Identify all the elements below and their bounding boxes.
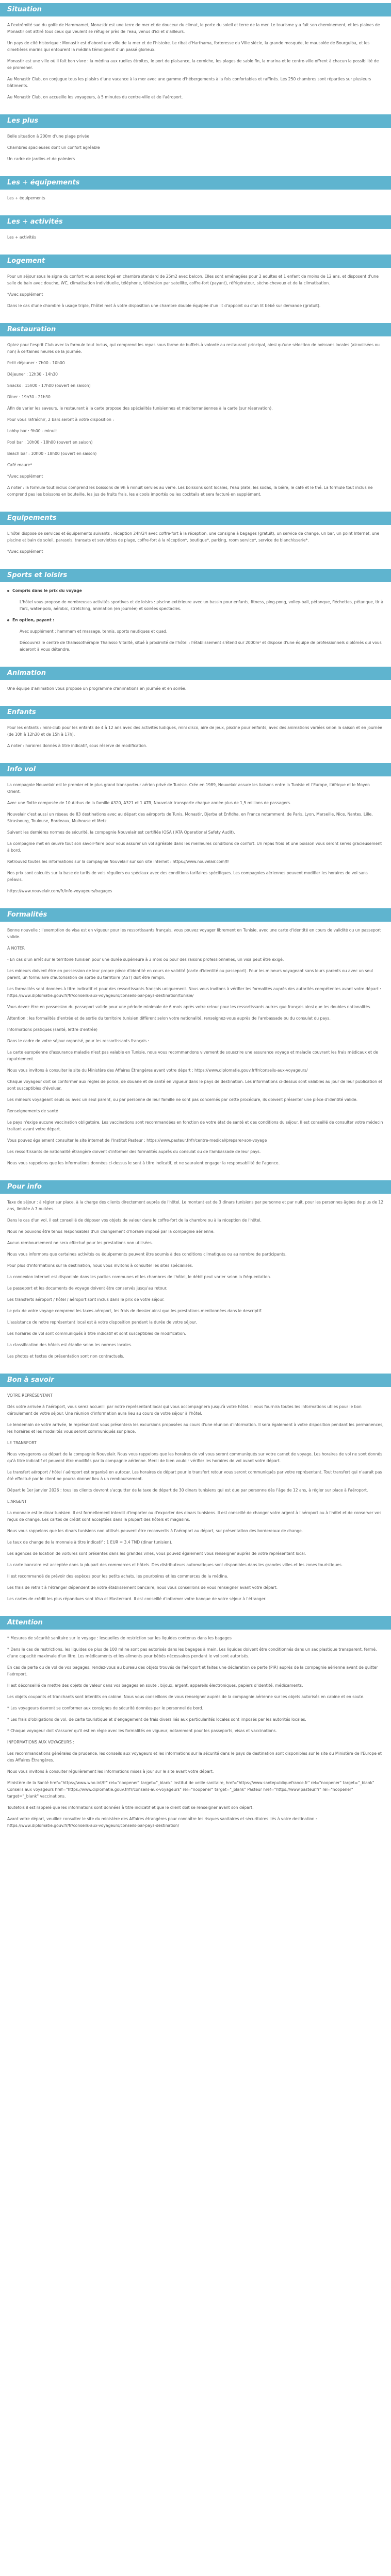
paragraph: Les ressortissants de nationalité étrangère doivent s'informer des formalités auprès du consulat ou de l'ambassade de leur pays. (7, 1149, 261, 1154)
section-body-equipements (0, 530, 391, 566)
section-body-animation (0, 685, 391, 703)
paragraph: Pour plus d'informations sur la destination, nous vous invitons à consulter les sites spécialisés. (7, 1263, 193, 1268)
paragraph: La carte bancaire est acceptée dans la plupart des commerces et hôtels. Des distributeurs automatiques sont disponibles dans les grandes villes et les zones touristiques. (7, 1563, 343, 1567)
paragraph: Le lendemain de votre arrivée, le représentant vous présentera les excursions proposées au cours d'une réunion d'information. Il sera également à votre disposition pendant les permanences, les horaires et les modalités vous seront communiqués sur place. (7, 1422, 384, 1434)
paragraph: Nos prix sont calculés sur la base de tarifs de vols réguliers ou spéciaux avec des conditions tarifaires spécifiques. Les compagnies aériennes peuvent modifier les horaires de vol sans préavis. (7, 871, 368, 882)
paragraph: Optez pour l'esprit Club avec la formule tout inclus, qui comprend les repas sous forme de buffets à volonté au restaurant principal, ainsi qu'une sélection de boissons locales (alcoolisées ou non) à certaines heures de la journée. (7, 343, 380, 354)
section-body-info-vol (0, 782, 391, 905)
paragraph: Nous vous rappelons que les dinars tunisiens non utilisés peuvent être reconvertis à l'aéroport au départ, sur présentation des bordereaux de change. (7, 1529, 303, 1533)
section-body-les-activites (0, 234, 391, 251)
section-header-bon-a-savoir: Bon à savoir (0, 1374, 391, 1387)
paragraph: Les + équipements (7, 196, 45, 200)
paragraph: Déjeuner : 12h30 - 14h30 (7, 372, 58, 377)
paragraph: Le prix de votre voyage comprend les taxes aéroport, les frais de dossier ainsi que les prestations mentionnées dans le descriptif. (7, 1309, 263, 1313)
paragraph: L'ARGENT (7, 1499, 27, 1504)
paragraph: Nous voyagerons au départ de la compagnie Nouvelair. Nous vous rappelons que les horaires de vol vous seront communiqués sur votre carnet de voyage. Les horaires de vol ne sont donnés qu'à titre indicatif et peuvent être modifiés par la compagnie aérienne. Merci de bien vouloir vérifier les horaires de vol avant votre départ. (7, 1452, 383, 1463)
section-body-formalites (0, 927, 391, 1177)
section-body-bon-a-savoir (0, 1392, 391, 1613)
paragraph: A noter : la formule tout inclus comprend les boissons de 9h à minuit servies au verre. Les boissons sont locales, l'eau plate, les sodas, la bière, le café et le thé. La formule tout inclus ne comprend pas les boissons en bouteille, les jus de fruits frais, les alcools importés ou les cocktails et sera facturé en supplément. (7, 485, 373, 497)
paragraph: Vous pouvez également consulter le site internet de l'Institut Pasteur : https://www.pasteur.fr/fr/centre-medical/preparer-son-voyage (7, 1138, 267, 1143)
section-header-animation: Animation (0, 667, 391, 680)
paragraph: Chambres spacieuses dont un confort agréable (7, 145, 100, 150)
section-header-les-plus: Les plus (0, 114, 391, 128)
paragraph: Beach bar : 10h00 - 18h00 (ouvert en saison) (7, 451, 97, 456)
paragraph: - En cas d'un arrêt sur le territoire tunisien pour une durée supérieure à 3 mois ou pour des raisons professionnelles, un visa peut être exigé. (7, 957, 284, 962)
section-header-equipements: Equipements (0, 512, 391, 525)
paragraph: Attention : les formalités d'entrée et de sortie du territoire tunisien diffèrent selon votre nationalité, renseignez-vous auprès de l'ambassade ou du consulat du pays. (7, 1016, 331, 1021)
paragraph: Le taux de change de la monnaie à titre indicatif : 1 EUR = 3,4 TND (dinar tunisien). (7, 1540, 173, 1545)
section-header-formalites: Formalités (0, 908, 391, 922)
section-body-restauration (0, 342, 391, 509)
paragraph: Les transferts aéroport / hôtel / aéroport sont inclus dans le prix de votre séjour. (7, 1297, 165, 1302)
paragraph: Nous vous invitons à consulter régulièrement les informations mises à jour sur le site avant votre départ. (7, 1769, 214, 1774)
paragraph: Dans le cas d'un vol, il est conseillé de déposer vos objets de valeur dans le coffre-fort de la chambre ou à la réception de l'hôtel. (7, 1218, 262, 1223)
paragraph: *Avec supplément (7, 474, 43, 479)
paragraph: Retrouvez toutes les informations sur la compagnie Nouvelair sur son site internet : https://www.nouvelair.com/fr (7, 859, 230, 864)
paragraph: Les formalités sont données à titre indicatif et pour des ressortissants français uniquement. Nous vous invitons à vérifier les formalités auprès des autorités compétentes avant votre départ : https://www.diplomatie.gouv.fr/fr/conseils-aux-voyageurs/conseils-par-pays-destination/tunisie/ (7, 987, 381, 998)
paragraph: * Les voyageurs devront se conformer aux consignes de sécurité données par le personnel de bord. (7, 1706, 204, 1710)
paragraph: *Avec supplément (7, 292, 43, 297)
bullet-text: L'hôtel vous propose de nombreuses activités sportives et de loisirs : piscine extérieure avec un bassin pour enfants, fitness, ping-pong, volley-ball, pétanque, fléchettes, pétanque, tir à l'arc, water-polo, aérobic, stretching, animation (en journée) et soirées spectacles. (20, 600, 383, 611)
paragraph: Les frais de retrait à l'étranger dépendent de votre établissement bancaire, nous vous conseillons de vous renseigner avant votre départ. (7, 1585, 278, 1590)
section-body-logement (0, 273, 391, 320)
paragraph: *Avec supplément (7, 549, 43, 554)
paragraph: La compagnie Nouvelair est le premier et le plus grand transporteur aérien privé de Tunisie. Crée en 1989, Nouvelair assure les liaisons entre la Tunisie et l'Europe, l'Afrique et le Moyen Orient. (7, 783, 370, 794)
bullet-icon (7, 590, 9, 592)
paragraph: Les photos et textes de présentation sont non contractuels. (7, 1354, 124, 1359)
paragraph: Dans le cadre de votre séjour organisé, pour les ressortissants français : (7, 1039, 150, 1043)
paragraph: L'hôtel dispose de services et équipements suivants : réception 24h/24 avec coffre-fort à la réception, une consigne à bagages (gratuit), un service de change, un bar, un point Internet, une piscine et bain de soleil, parasols, transats et serviettes de plage, coffre-fort à la réception*, boutique*, parking, room service*, service de blanchisserie*. (7, 531, 380, 543)
paragraph: Afin de varier les saveurs, le restaurant à la carte propose des spécialités tunisiennes et méditerranéennes à la carte (sur réservation). (7, 406, 273, 411)
paragraph: Ministère de la Santé href="https://www.who.int/fr" rel="noopener" target="_blank" Institut de veille sanitaire, href="https://www.santepubliquefrance.fr" rel="noopener" target="_blank" Conseils aux voyageurs href="https://www.diplomatie.gouv.fr/fr/conseils-aux-voyageurs" rel="noopener" target="_blank" Pasteur href="https://www.pasteur.fr" rel="noopener" target="_blank" vaccinations. (7, 1781, 374, 1799)
section-header-enfants: Enfants (0, 706, 391, 719)
section-body-les-equipements (0, 195, 391, 212)
bullet-text: Avec supplément : hammam et massage, tennis, sports nautiques et quad. (20, 629, 168, 634)
paragraph: Nous vous informons que certaines activités ou équipements peuvent être soumis à des conditions climatiques ou au nombre de participants. (7, 1252, 287, 1257)
bullet-icon (7, 619, 9, 621)
paragraph: Taxe de séjour : à régler sur place, à la charge des clients directement auprès de l'hôtel. Le montant est de 3 dinars tunisiens par personne et par nuit, pour les personnes âgées de plus de 12 ans, limitée à 7 nuitées. (7, 1200, 384, 1211)
paragraph: Aucun remboursement ne sera effectué pour les prestations non utilisées. (7, 1241, 153, 1245)
paragraph: * Dans le cas de restrictions, les liquides de plus de 100 ml ne sont pas autorisés dans les bagages à main. Les liquides doivent être conditionnés dans un sac plastique transparent, fermé, d'une capacité maximale d'un litre. Les médicaments et les aliments pour bébés nécessaires pendant le vol sont autorisés. (7, 1647, 377, 1658)
paragraph: Le pays n'exige aucune vaccination obligatoire. Les vaccinations sont recommandées en fonction de votre état de santé et des conditions du séjour. Il est conseillé de consulter votre médecin traitant avant votre départ. (7, 1120, 383, 1131)
paragraph: * Les frais d'obligations de vol, de carte touristique et d'engagement de frais divers liés aux particularités locales sont imposés par les autorités locales. (7, 1717, 306, 1722)
paragraph: Petit déjeuner : 7h00 - 10h00 (7, 361, 65, 365)
paragraph: Les mineurs doivent être en possession de leur propre pièce d'identité en cours de validité (carte d'identité ou passeport). Pour les mineurs voyageant sans leurs parents ou avec un seul parent, un formulaire d'autorisation de sortie du territoire (AST) doit être rempli. (7, 969, 373, 980)
paragraph: Au Monastir Club, on accueille les voyageurs, à 5 minutes du centre-ville et de l'aéroport. (7, 95, 183, 99)
paragraph: Nous vous invitons à consulter le site du Ministère des Affaires Étrangères avant votre départ : https://www.diplomatie.gouv.fr/fr/conseils-aux-voyageurs/ (7, 1068, 308, 1073)
paragraph: Nous vous rappelons que les informations données ci-dessus le sont à titre indicatif, et ne sauraient engager la responsabilité de l'agence. (7, 1161, 280, 1165)
paragraph: La classification des hôtels est établie selon les normes locales. (7, 1343, 133, 1347)
section-header-situation: Situation (0, 3, 391, 16)
paragraph: Vous devez être en possession du passeport valide pour une période minimale de 6 mois après votre retour pour les ressortissants autres que français ainsi que les doubles nationalités. (7, 1005, 371, 1009)
paragraph: Renseignements de santé (7, 1109, 58, 1113)
paragraph: Chaque voyageur doit se conformer aux règles de police, de douane et de santé en vigueur dans le pays de destination. Les informations ci-dessus sont valables au jour de leur publication et sont susceptibles d'évoluer. (7, 1079, 383, 1091)
section-body-situation (0, 22, 391, 111)
paragraph: Une équipe d'animation vous propose un programme d'animations en journée et en soirée. (7, 686, 187, 691)
bullet-text: Découvrez le centre de thalassothérapie Thalasso Vitalité, situé à proximité de l'hôtel : l'établissement s'étend sur 2000m² et dispose d'une équipe de professionnels diplômés qui vous aideront à vous détendre. (20, 640, 382, 652)
paragraph: Pour vous rafraîchir, 2 bars seront à votre disposition : (7, 417, 114, 422)
paragraph: A NOTER (7, 946, 25, 951)
paragraph: En cas de perte ou de vol de vos bagages, rendez-vous au bureau des objets trouvés de l'aéroport et faites une déclaration de perte (PIR) auprès de la compagnie aérienne avant de quitter l'aéroport. (7, 1665, 378, 1676)
paragraph: Il est recommandé de prévoir des espèces pour les petits achats, les pourboires et les commerces de la médina. (7, 1574, 229, 1579)
paragraph: Informations pratiques (santé, lettre d'entrée) (7, 1027, 97, 1032)
paragraph: Bonne nouvelle : l'exemption de visa est en vigueur pour les ressortissants français, vous pouvez voyager librement en Tunisie, avec une carte d'identité en cours de validité ou un passeport valide. (7, 928, 381, 939)
paragraph: Pour un séjour sous le signe du confort vous serez logé en chambre standard de 25m2 avec balcon. Elles sont aménagées pour 2 adultes et 1 enfant de moins de 12 ans, et disposent d'une salle de bain avec douche, WC, climatisation individuelle, téléphone, télévision par satellite, coffre-fort (payant), réfrigérateur, sèche-cheveux et de la climatisation. (7, 274, 379, 285)
paragraph: Snacks : 15h00 - 17h00 (ouvert en saison) (7, 383, 91, 388)
paragraph: Avant votre départ, veuillez consulter le site du ministère des Affaires étrangères pour connaître les risques sanitaires et sécuritaires liés à votre destination : https://www.diplomatie.gouv.fr/fr/conseils-aux-voyageurs/conseils-par-pays-destination/ (7, 1817, 317, 1828)
section-body-sports-et-loisirs (0, 587, 391, 664)
paragraph: * Chaque voyageur doit s'assurer qu'il est en règle avec les formalités en vigueur, notamment pour les passeports, visas et vaccinations. (7, 1728, 277, 1733)
paragraph: Belle situation à 200m d'une plage privée (7, 134, 90, 139)
paragraph: Dans le cas d'une chambre à usage triple, l'hôtel met à votre disposition une chambre double équipée d'un lit d'appoint ou d'un lit bébé sur demande (gratuit). (7, 303, 321, 308)
paragraph: Dîner : 19h30 - 21h30 (7, 395, 51, 399)
paragraph: Les mineurs voyageant seuls ou avec un seul parent, ou par personne de leur famille ne sont pas concernés par cette procédure, ils doivent présenter une pièce d'identité valide. (7, 1097, 358, 1102)
section-body-les-plus (0, 133, 391, 173)
section-header-attention: Attention (0, 1616, 391, 1630)
paragraph: Départ le 1er janvier 2026 : tous les clients devront s'acquitter de la taxe de départ de 30 dinars tunisiens qui est due par personne dès l'âge de 12 ans, à régler sur place à l'aéroport. (7, 1488, 368, 1493)
paragraph: Nouvelair c'est aussi un réseau de 83 destinations avec au départ des aéroports de Tunis, Monastir, Djerba et Enfidha, en France notamment, de Paris, Lyon, Marseille, Nice, Nantes, Lille, Strasbourg, Toulouse, Bordeaux, Mulhouse et Metz. (7, 812, 373, 823)
paragraph: Nous ne pouvons être tenus responsables d'un changement d'horaire imposé par la compagnie aérienne. (7, 1229, 215, 1234)
paragraph: Suivant les dernières normes de sécurité, la compagnie Nouvelair est certifiée IOSA (IATA Operational Safety Audit). (7, 830, 235, 835)
bullet-item (7, 617, 384, 623)
paragraph: https://www.nouvelair.com/fr/info-voyageurs/bagages (7, 889, 112, 893)
section-header-sports-et-loisirs: Sports et loisirs (0, 569, 391, 582)
paragraph: La carte européenne d'assurance maladie n'est pas valable en Tunisie, nous vous recommandons vivement de souscrire une assurance voyage et maladie couvrant les frais médicaux et de rapatriement. (7, 1050, 379, 1061)
section-header-logement: Logement (0, 255, 391, 268)
paragraph: Avec une flotte composée de 10 Airbus de la famille A320, A321 et 1 ATR, Nouvelair transporte chaque année plus de 1,5 millions de passagers. (7, 801, 291, 805)
paragraph: A noter : horaires donnés à titre indicatif, sous réserve de modification. (7, 743, 148, 748)
section-header-les-equipements: Les + équipements (0, 176, 391, 190)
paragraph: * Mesures de sécurité sanitaire sur le voyage : lesquelles de restriction sur les liquides contenus dans les bagages (7, 1636, 232, 1640)
paragraph: Lobby bar : 9h00 - minuit (7, 429, 57, 433)
paragraph: Les horaires de vol sont communiqués à titre indicatif et sont susceptibles de modification. (7, 1331, 186, 1336)
section-header-info-vol: Info vol (0, 763, 391, 776)
section-header-restauration: Restauration (0, 323, 391, 336)
paragraph: Il est déconseillé de mettre des objets de valeur dans vos bagages en soute : bijoux, argent, appareils électroniques, papiers d'identité, médicaments. (7, 1683, 303, 1688)
paragraph: La monnaie est le dinar tunisien. Il est formellement interdit d'importer ou d'exporter des dinars tunisiens. Il est conseillé de changer votre argent à l'aéroport ou à l'hôtel et de conserver vos reçus de change. Les cartes de crédit sont acceptées dans la plupart des hôtels et magasins. (7, 1511, 382, 1522)
section-body-pour-info (0, 1199, 391, 1370)
paragraph: Dès votre arrivée à l'aéroport, vous serez accueilli par notre représentant local qui vous accompagnera jusqu'à votre hôtel. Il vous fournira toutes les informations utiles pour le bon déroulement de votre séjour. Une réunion d'information aura lieu au cours de votre séjour à l'hôtel. (7, 1404, 362, 1416)
paragraph: Monastir est une ville où il fait bon vivre : la médina aux ruelles étroites, le port de plaisance, la corniche, les plages de sable fin, la marina et le centre-ville offrent à chacun la possibilité de se promener. (7, 59, 379, 70)
paragraph: Les + activités (7, 235, 37, 240)
paragraph: Les recommandations générales de prudence, les conseils aux voyageurs et les informations sur la sécurité dans le pays de destination sont disponibles sur le site du Ministère de l'Europe et des Affaires Étrangères. (7, 1751, 382, 1762)
bullet-label: Compris dans le prix du voyage (12, 588, 82, 593)
section-body-enfants (0, 724, 391, 760)
bullet-label: En option, payant : (12, 618, 55, 622)
section-header-les-activites: Les + activités (0, 215, 391, 229)
paragraph: Le transfert aéroport / hôtel / aéroport est organisé en autocar. Les horaires de départ pour le transfert retour vous seront communiqués par votre représentant. Tout transfert qui n'aurait pas été effectué par le client ne pourra donner lieu à un remboursement. (7, 1470, 382, 1481)
paragraph: Un pays de cité historique : Monastir est d'abord une ville de la mer et de l'histoire. Le ribat d'Harthama, forteresse du VIIIe siècle, la grande mosquée, le mausolée de Bourguiba, et les cimetières marins qui entourent la médina témoignent d'un passé glorieux. (7, 41, 370, 52)
section-body-attention (0, 1635, 391, 1840)
paragraph: Les cartes de crédit les plus répandues sont Visa et Mastercard. Il est conseillé d'informer votre banque de votre séjour à l'étranger. (7, 1597, 267, 1601)
paragraph: Pour les enfants : mini-club pour les enfants de 4 à 12 ans avec des activités ludiques, mini disco, aire de jeux, piscine pour enfants, avec des animations variées selon la saison et en journée (de 10h à 12h30 et de 15h à 17h). (7, 725, 382, 737)
paragraph: La compagnie met en œuvre tout son savoir-faire pour vous assurer un vol agréable dans les meilleures conditions de confort. Un repas froid et une boisson vous seront servis gracieusement à bord. (7, 841, 382, 853)
bullet-item (7, 587, 384, 594)
paragraph: LE TRANSPORT (7, 1440, 37, 1445)
paragraph: Le passeport et les documents de voyage doivent être conservés jusqu'au retour. (7, 1286, 168, 1291)
paragraph: La connexion internet est disponible dans les parties communes et les chambres de l'hôtel, le débit peut varier selon la fréquentation. (7, 1275, 271, 1279)
paragraph: Un cadre de jardins et de palmiers (7, 157, 75, 161)
paragraph: Au Monastir Club, on conjugue tous les plaisirs d'une vacance à la mer avec une gamme d'hébergements à la fois confortables et raffinés. Les 250 chambres sont réparties sur plusieurs bâtiments. (7, 77, 371, 88)
paragraph: Café maure* (7, 463, 32, 467)
paragraph: Pool bar : 10h00 - 18h00 (ouvert en saison) (7, 440, 93, 445)
paragraph: A l'extrémité sud du golfe de Hammamet, Monastir est une terre de mer et de douceur du climat, le porte du soleil et terre de la mer. Le tourisme y a fait son cheminement, et les plaines de Monastir ont attiré tous ceux qui veulent se réfugier près de l'eau, venus d'ici et d'ailleurs. (7, 23, 380, 34)
paragraph: Les agences de location de voitures sont présentes dans les grandes villes, vous pouvez également vous renseigner auprès de votre représentant local. (7, 1551, 306, 1556)
paragraph: Les objets coupants et tranchants sont interdits en cabine. Nous vous conseillons de vous renseigner auprès de la compagnie aérienne sur les objets autorisés en cabine et en soute. (7, 1694, 365, 1699)
paragraph: Toutefois il est rappelé que les informations sont données à titre indicatif et que le client doit se renseigner avant son départ. (7, 1805, 254, 1810)
section-header-pour-info: Pour info (0, 1180, 391, 1194)
paragraph: INFORMATIONS AUX VOYAGEURS : (7, 1740, 74, 1744)
paragraph: VOTRE REPRÉSENTANT (7, 1393, 53, 1398)
paragraph: L'assistance de notre représentant local est à votre disposition pendant la durée de votre séjour. (7, 1320, 197, 1325)
